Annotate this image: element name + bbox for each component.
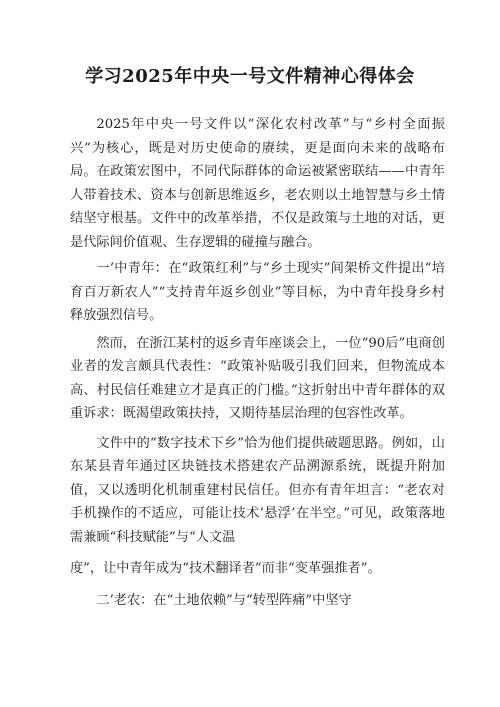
document-title: 学习2025年中央一号文件精神心得体会 [85, 66, 415, 87]
paragraph-continuation: 度”，让中青年成为“技术翻译者”而非“变革强推者”。 [70, 561, 381, 576]
section-heading-elders: 二’老农：在“土地依赖”与“转型阵痛”中坚守 [96, 592, 352, 608]
paragraph-digital-tech: 文件中的“数字技术下乡”恰为他们提供破题思路。例如，山东某县青年通过区块链技术搭建农产品溯源系统，既提升附加值，又以透明化机制重建村民信任。但亦有青年坦言：“老农对手机操作的不适应，可能让技术‘悬浮’在半空。”可见，政策落地需兼顾“科技赋能”与“人文温 [70, 435, 445, 545]
section-heading-youth: 一’中青年：在“政策红利”与“乡土现实”间架桥文件提出“培育百万新农人”“支持青年返乡创业”等目标，为中青年投身乡村释放强烈信号。 [70, 261, 445, 323]
paragraph-youth-feedback: 然而，在浙江某村的返乡青年座谈会上，一位“90后”电商创业者的发言颇具代表性：“政策补贴吸引我们回来，但物流成本高、村民信任难建立才是真正的门槛。”这折射出中青年群体的双重诉求：既渴望政策扶持，又期待基层治理的包容性改革。 [70, 335, 445, 421]
paragraph-intro: 2025年中央一号文件以“深化农村改革”与“乡村全面振兴”为核心，既是对历史使命的赓续，更是面向未来的战略布局。在政策宏图中，不同代际群体的命运被紧密联结——中青年人带着技术、资本与创新思维返乡，老农则以土地智慧与乡土情结坚守根基。文件中的改革举措，不仅是政策与土地的对话，更是代际间价值观、生存逻辑的碰撞与融合。 [70, 117, 445, 250]
document-body [70, 113, 445, 612]
